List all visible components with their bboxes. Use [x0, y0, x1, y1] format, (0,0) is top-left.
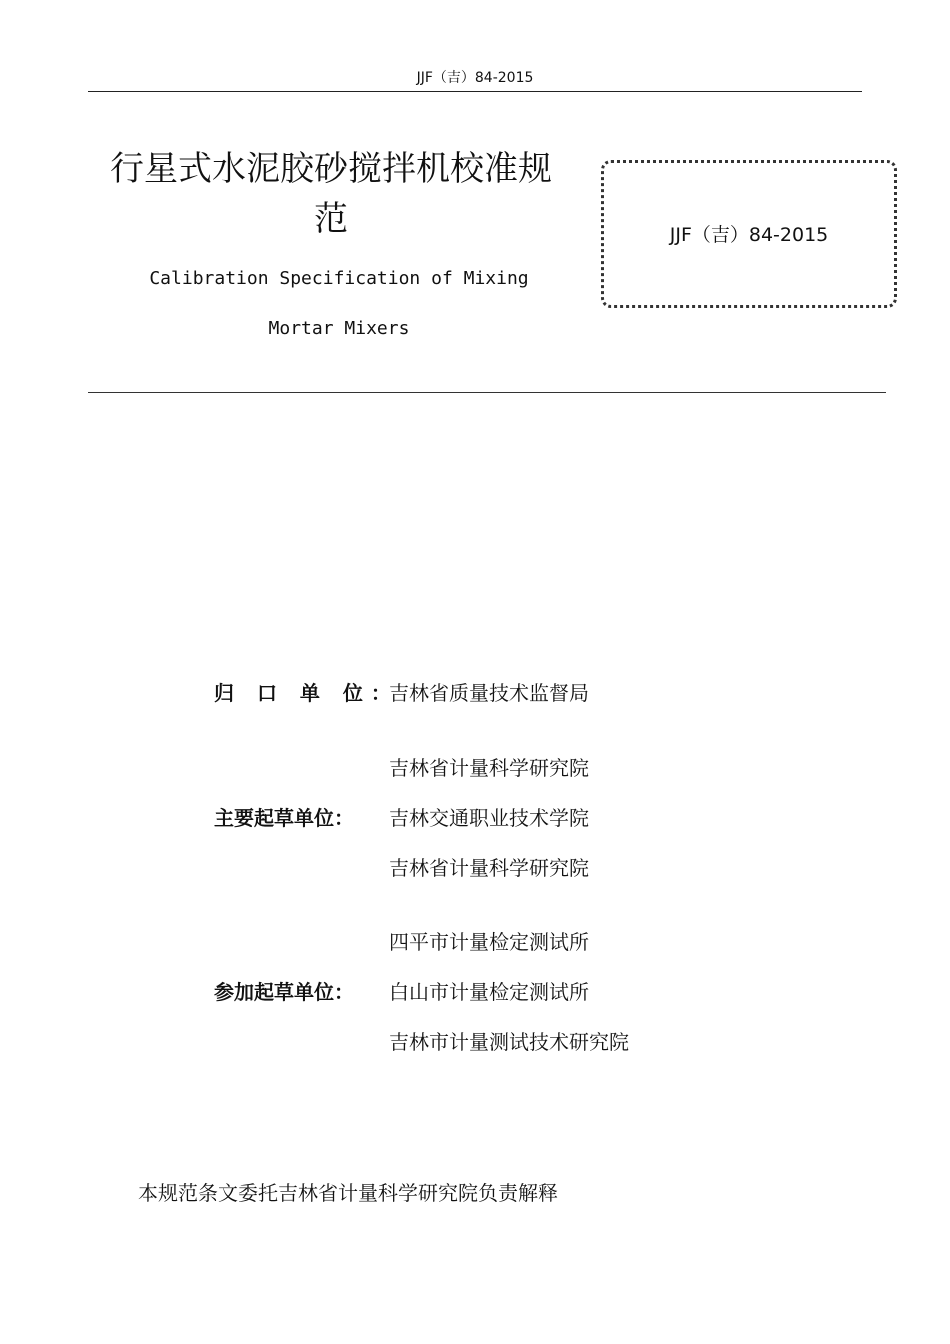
- title-english-line-2: Mortar Mixers: [268, 318, 410, 339]
- main-drafting-unit-row: [0, 803, 950, 833]
- title-english-line-1: Calibration Specification of Mixing: [149, 268, 529, 289]
- page-header-code: JJF（吉）84-2015: [416, 70, 534, 86]
- main-drafting-unit-value: 吉林交通职业技术学院: [389, 806, 589, 830]
- title-english: [100, 254, 578, 354]
- title-chinese: [92, 144, 570, 244]
- interpretation-note: 本规范条文委托吉林省计量科学研究院负责解释: [138, 1181, 558, 1205]
- main-drafting-unit-value: 吉林省计量科学研究院: [389, 756, 589, 780]
- main-drafting-unit-value: 吉林省计量科学研究院: [389, 856, 589, 880]
- document-code: JJF（吉）84-2015: [669, 224, 829, 246]
- participating-unit-label: 参加起草单位：: [214, 980, 354, 1004]
- main-drafting-unit-label: 主要起草单位：: [214, 806, 354, 830]
- participating-unit-row: [0, 1027, 950, 1057]
- header-divider: [88, 91, 862, 92]
- main-drafting-unit-row: [0, 753, 950, 783]
- participating-unit-row: [0, 977, 950, 1007]
- title-chinese-line-2: 范: [314, 199, 348, 239]
- participating-unit-value: 吉林市计量测试技术研究院: [389, 1030, 629, 1054]
- responsible-unit-label: 归 口 单 位：: [214, 681, 399, 705]
- responsible-unit-row: [0, 678, 950, 708]
- participating-unit-value: 四平市计量检定测试所: [389, 930, 589, 954]
- section-divider: [88, 392, 886, 393]
- title-chinese-line-1: 行星式水泥胶砂搅拌机校准规: [110, 149, 552, 189]
- main-drafting-unit-row: [0, 853, 950, 883]
- document-code-box: [601, 160, 897, 308]
- participating-unit-row: [0, 927, 950, 957]
- participating-unit-value: 白山市计量检定测试所: [389, 980, 589, 1004]
- responsible-unit-value: 吉林省质量技术监督局: [389, 681, 589, 705]
